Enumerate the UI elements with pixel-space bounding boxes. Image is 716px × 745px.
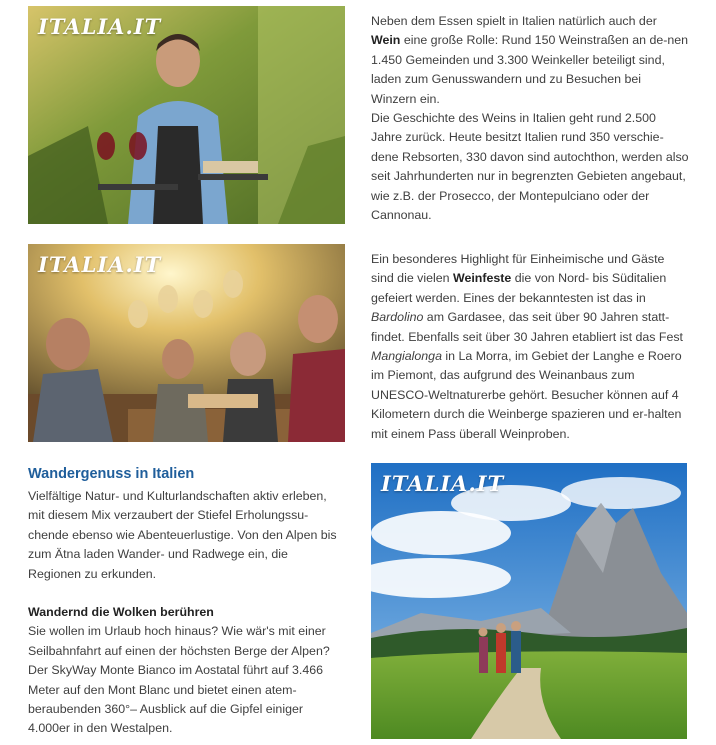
brand-logo: ITALIA.IT [38,14,162,39]
festival-text-2: die von Nord- bis Süditalien gefeiert werden. Eines der bekanntesten ist das in [371,271,667,305]
brand-logo: ITALIA.IT [38,252,162,277]
hiking-paragraph-1: Vielfältige Natur- und Kulturlandschaften aktiv erleben, mit diesem Mix verzaubert der Stiefel Erholungssu-chende ebenso wie Abenteuerlustige. Von den Alpen bis zum Ätna laden Wander- und Radwege ein, die Regionen zu erkunden. [28,489,337,581]
festival-text-1: Ein besonderes Highlight für Einheimische und Gäste sind die vielen [371,252,665,286]
photo-toasting-friends [28,244,345,442]
weinfeste-keyword: Weinfeste [452,271,512,286]
subheading-wolken: Wandernd die Wolken berühren [28,605,214,620]
wine-text-end: eine große Rolle: Rund 150 Weinstraßen an de-nen 1.450 Gemeinden und 3.300 Weinkeller beteiligt sind, laden zum Genusswandern und zu Besuchen bei Winzern ein. [371,33,689,106]
hiking-paragraph-2: Sie wollen im Urlaub hoch hinaus? Wie wär's mit einer Seilbahnfahrt auf einen der höchsten Berge der Alpen? Der SkyWay Monte Bianco im Aostatal führt auf 3.466 Meter auf den Mont Blanc und bietet einen atem-beraubenden 360°– Ausblick auf die Gipfel einiger 4.000er in den Westalpen. [28,624,330,736]
wine-paragraph-1 [371,12,689,109]
photo-dolomites-hikers [371,463,687,739]
brand-logo: ITALIA.IT [381,471,505,496]
photo-vineyard-waiter [28,6,345,224]
wine-text-block [371,12,689,225]
wine-text-start: Neben dem Essen spielt in Italien natürlich auch der [371,14,657,28]
mangialonga-name: Mangialonga [371,349,442,364]
festival-text-3: am Gardasee, das seit über 90 Jahren statt-findet. Ebenfalls seit über 30 Jahren etabliert ist das Fest [371,310,684,344]
bardolino-name: Bardolino [371,310,424,325]
wine-paragraph-2: Die Geschichte des Weins in Italien geht rund 2.500 Jahre zurück. Heute besitzt Italien rund 350 verschie-dene Rebsorten, 330 davon sind autochthon, werden also seit Jahrhunderten nur in begrenzten Gebieten angebaut, wie z.B. der Prosecco, der Montepulciano oder der Cannonau. [371,111,689,223]
section-heading-wandergenuss: Wandergenuss in Italien [28,466,195,482]
wine-festival-text-block [371,250,689,444]
festival-paragraph [371,250,689,444]
wine-keyword: Wein [371,33,401,48]
hiking-text-block [28,487,344,739]
festival-text-4: in La Morra, im Gebiet der Langhe e Roero im Piemont, das aufgrund des Weinanbaus zum UNESCO-Weltnaturerbe gehört. Besucher können auf 4 Kilometern durch die Weinberge spazieren und er-halten mit einem Pass überall Weinproben. [371,349,682,441]
